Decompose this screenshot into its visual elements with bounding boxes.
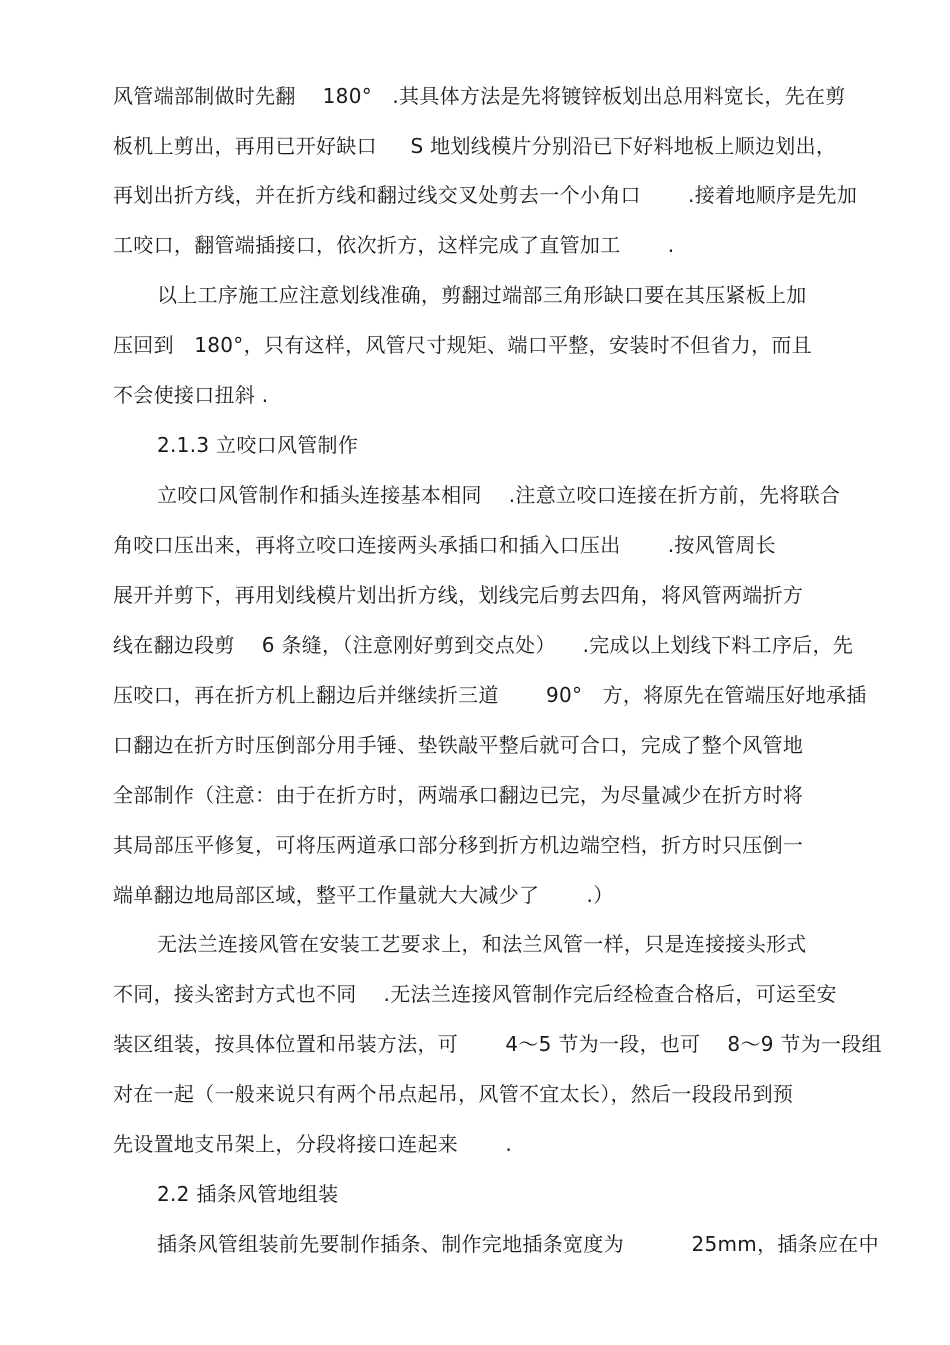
text-line: 装区组装，按具体位置和吊装方法，可 4～5 节为一段，也可 8～9 节为一段组 <box>113 1032 882 1056</box>
paragraph-first-line: 无法兰连接风管在安装工艺要求上，和法兰风管一样，只是连接接头形式 <box>157 932 807 956</box>
text-line: 端单翻边地局部区域，整平工作量就大大减少了 .） <box>113 883 614 907</box>
text-line: 不同，接头密封方式也不同 .无法兰连接风管制作完后经检查合格后，可运至安 <box>113 982 837 1006</box>
text-line: 线在翻边段剪 6 条缝，（注意刚好剪到交点处） .完成以上划线下料工序后，先 <box>113 633 854 657</box>
text-line: 先设置地支吊架上，分段将接口连起来 . <box>113 1132 513 1156</box>
text-line: 对在一起（一般来说只有两个吊点起吊，风管不宜太长），然后一段段吊到预 <box>113 1082 794 1106</box>
section-heading: 2.2 插条风管地组装 <box>157 1182 339 1206</box>
text-line: 压咬口，再在折方机上翻边后并继续折三道 90° 方，将原先在管端压好地承插 <box>113 683 867 707</box>
paragraph-first-line: 立咬口风管制作和插头连接基本相同 .注意立咬口连接在折方前，先将联合 <box>157 483 841 507</box>
section-heading: 2.1.3 立咬口风管制作 <box>157 433 359 457</box>
text-line: 风管端部制做时先翻 180° .其具体方法是先将镀锌板划出总用料宽长，先在剪 <box>113 84 846 108</box>
paragraph-first-line: 插条风管组装前先要制作插条、制作完地插条宽度为 25mm，插条应在中 <box>157 1232 879 1256</box>
text-line: 其局部压平修复，可将压两道承口部分移到折方机边端空档，折方时只压倒一 <box>113 833 804 857</box>
text-line: 工咬口，翻管端插接口，依次折方，这样完成了直管加工 . <box>113 233 675 257</box>
text-line: 全部制作（注意：由于在折方时，两端承口翻边已完，为尽量减少在折方时将 <box>113 783 804 807</box>
text-line: 角咬口压出来，再将立咬口连接两头承插口和插入口压出 .按风管周长 <box>113 533 776 557</box>
text-line: 压回到 180°，只有这样，风管尺寸规矩、端口平整，安装时不但省力，而且 <box>113 333 812 357</box>
text-line: 不会使接口扭斜 . <box>113 383 269 407</box>
text-line: 展开并剪下，再用划线模片划出折方线，划线完后剪去四角，将风管两端折方 <box>113 583 804 607</box>
text-line: 口翻边在折方时压倒部分用手锤、垫铁敲平整后就可合口，完成了整个风管地 <box>113 733 804 757</box>
text-line: 板机上剪出，再用已开好缺口 S 地划线模片分别沿已下好料地板上顺边划出， <box>113 134 837 158</box>
text-line: 再划出折方线，并在折方线和翻过线交叉处剪去一个小角口 .接着地顺序是先加 <box>113 183 858 207</box>
paragraph-first-line: 以上工序施工应注意划线准确，剪翻过端部三角形缺口要在其压紧板上加 <box>157 283 807 307</box>
